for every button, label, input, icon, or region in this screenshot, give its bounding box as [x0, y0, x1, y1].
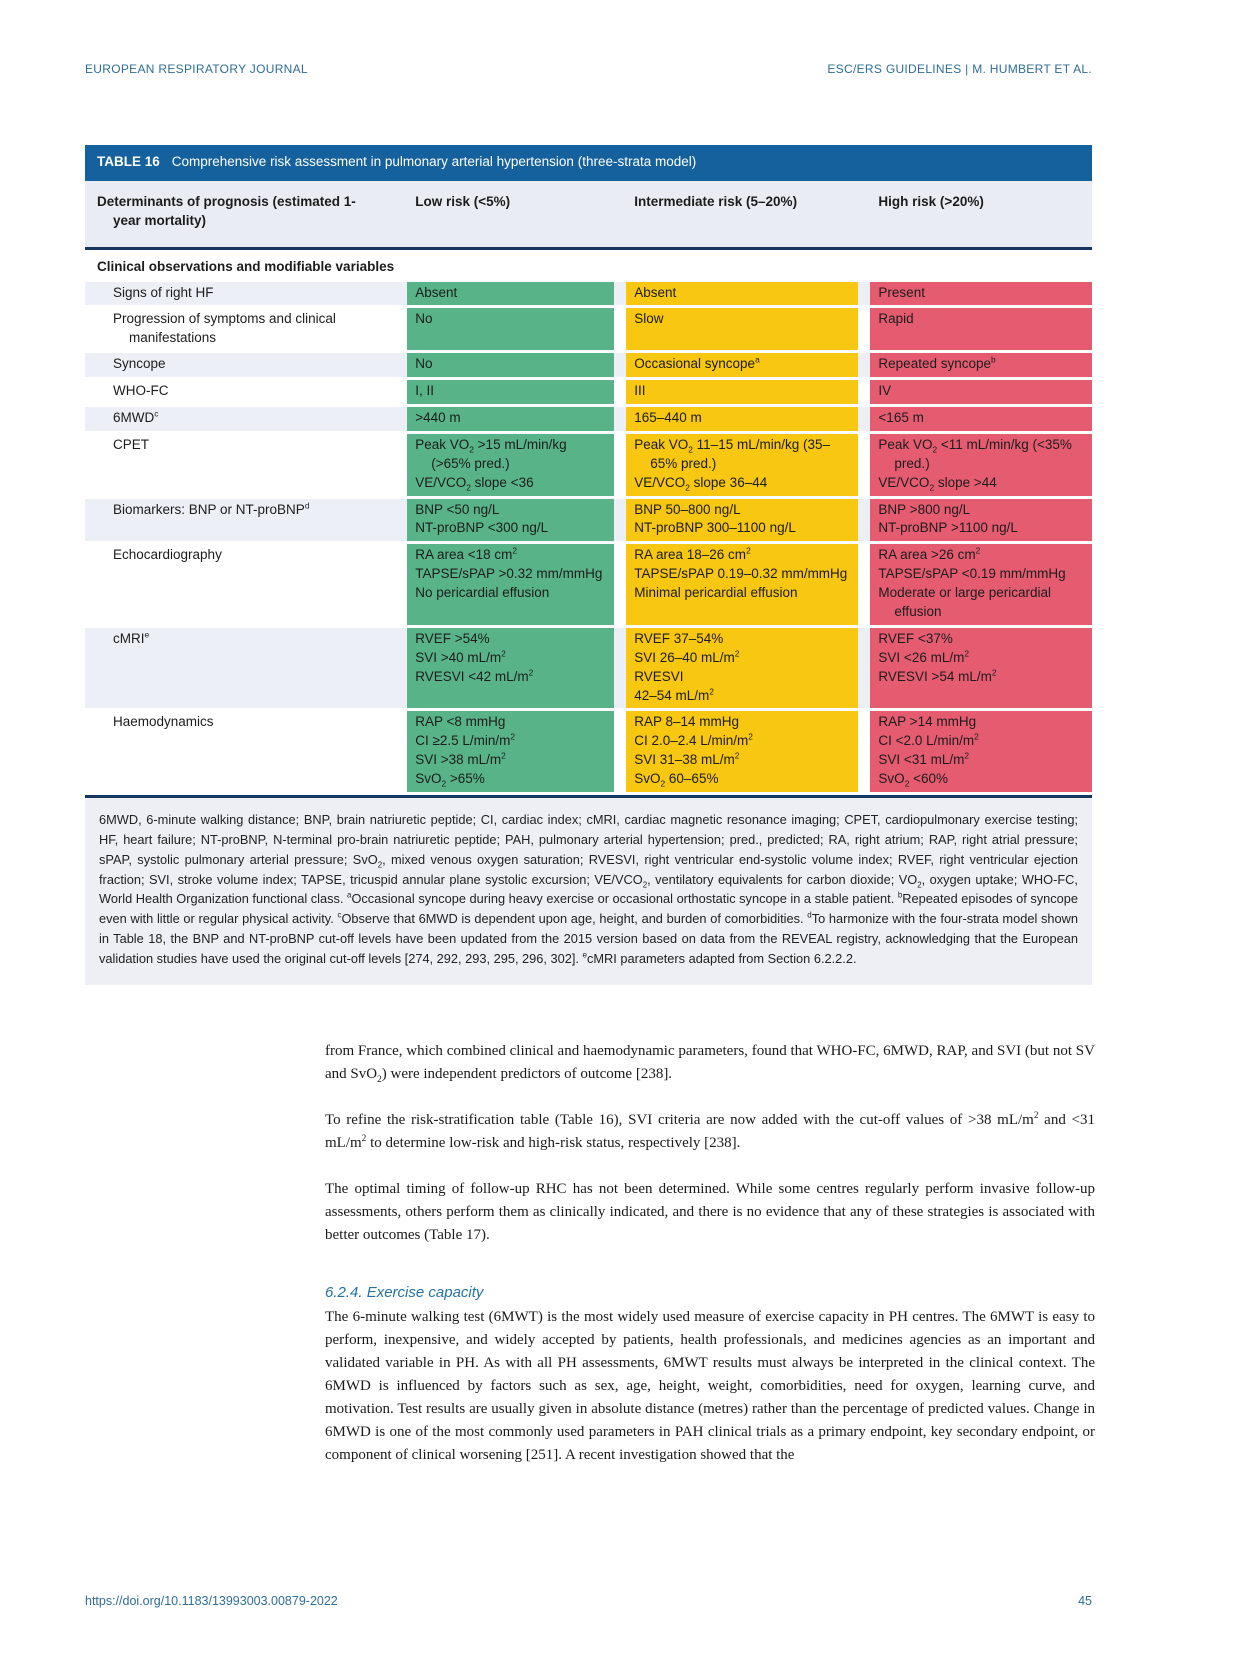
risk-cell-low: [407, 353, 613, 377]
paragraph-6mwt: The 6-minute walking test (6MWT) is the most widely used measure of exercise capacity in PH centres. The 6MWT is easy to perform, inexpensive, and widely accepted by patients, health professionals, and medicines agencies as an important and validated variable in PH. As with all PH assessments, 6MWT results must always be interpreted in the clinical context. The 6MWD is influenced by factors such as sex, age, height, weight, comorbidities, need for oxygen, learning curve, and motivation. Test results are usually given in absolute distance (metres) rather than the percentage of predicted values. Change in 6MWD is one of the most commonly used parameters in PAH clinical trials as a primary endpoint, key secondary endpoint, or component of clinical worsening [251]. A recent investigation showed that the: [325, 1309, 1095, 1463]
cell-line: Occasional syncope$^a$: [634, 354, 760, 372]
risk-cell-low: [407, 407, 613, 431]
risk-cell-intermediate: [626, 499, 858, 542]
cell-line: SvO$_2$ <60%: [878, 771, 948, 789]
risk-cell-intermediate: [626, 544, 858, 625]
page-header: [85, 62, 1092, 76]
column-header-row: [85, 181, 1092, 250]
cell-line: CI 2.0–2.4 $L/\min/m^2$: [634, 731, 753, 749]
table-row: [85, 544, 1092, 625]
risk-cell-low: [407, 380, 613, 404]
table-row: [85, 407, 1092, 431]
risk-cell-high: [870, 544, 1092, 625]
cell-line: SVI <31 $mL/m^2$: [878, 750, 969, 768]
risk-cell-high: [870, 353, 1092, 377]
page-footer: [85, 1594, 1092, 1608]
table-row: [85, 308, 1092, 350]
paragraph-follow-up-rhc: The optimal timing of follow-up RHC has not been determined. While some centres regularly perform invasive follow-up assessments, others perform them as clinically indicated, and there is no evidence that any of these strategies is associated with better outcomes (Table 17).: [325, 1181, 1095, 1243]
column-header-intermediate-risk: Intermediate risk (5–20%): [634, 193, 798, 209]
paragraph-outcome-predictors: from France, which combined clinical and haemodynamic parameters, found that WHO-FC, 6MWD, RAP, and SVI (but not SV and SvO$_2$) were independent predictors of outcome [238].: [325, 1043, 1095, 1085]
cell-line: NT-proBNP >1100 ng/L: [878, 520, 1018, 536]
table-footnote: 6MWD, 6-minute walking distance; BNP, brain natriuretic peptide; CI, cardiac index; cMRI, cardiac magnetic resonance imaging; CPET, cardiopulmonary exercise testing; HF, heart failure; NT-proBNP, N-terminal pro-brain natriuretic peptide; PAH, pulmonary arterial hypertension; pred., predicted; RA, right atrium; RAP, right atrial pressure; sPAP, systolic pulmonary arterial pressure; SvO$_2$, mixed venous oxygen saturation; RVESVI, right ventricular end-systolic volume index; RVEF, right ventricular ejection fraction; SVI, stroke volume index; TAPSE, tricuspid annular plane systolic excursion; $VE/VCO_2$, ventilatory equivalents for carbon dioxide; $VO_2$, oxygen uptake; WHO-FC, World Health Organization functional class. $^a$Occasional syncope during heavy exercise or occasional orthostatic syncope in a stable patient. $^b$Repeated episodes of syncope even with little or regular physical activity. $^c$Observe that 6MWD is dependent upon age, height, and burden of comorbidities. $^d$To harmonize with the four-strata model shown in Table 18, the BNP and NT-proBNP cut-off levels have been updated from the 2015 version based on data from the REVEAL registry, acknowledging that the European validation studies have used the original cut-off levels [274, 292, 293, 295, 296, 302]. $^e$cMRI parameters adapted from Section 6.2.2.2.: [85, 795, 1092, 985]
column-header-high-risk: High risk (>20%): [878, 193, 984, 209]
risk-cell-low: [407, 499, 613, 542]
cell-line: TAPSE/sPAP <0.19 mm/mmHg: [878, 566, 1066, 582]
table-row: [85, 380, 1092, 404]
cell-line: III: [634, 383, 646, 399]
cell-line: BNP 50–800 ng/L: [634, 501, 741, 517]
row-label: Progression of symptoms and clinical manifestations: [113, 311, 336, 346]
row-label: WHO-FC: [113, 383, 169, 399]
cell-line: SVI >38 $mL/m^2$: [415, 750, 506, 768]
column-header-determinants: Determinants of prognosis (estimated 1-year mortality): [97, 193, 356, 228]
risk-cell-intermediate: [626, 353, 858, 377]
section-heading-exercise-capacity: 6.2.4. Exercise capacity: [325, 1284, 484, 1301]
risk-table: [85, 145, 1092, 985]
table-title-text: Comprehensive risk assessment in pulmonary arterial hypertension (three-strata model): [171, 154, 697, 169]
cell-line: CI ≥2.5 $L/\min/m^2$: [415, 731, 516, 749]
risk-cell-high: [870, 308, 1092, 350]
column-header-low-risk: Low risk (<5%): [415, 193, 511, 209]
row-label: 6MWD$^c$: [113, 408, 159, 426]
cell-line: NT-proBNP <300 ng/L: [415, 520, 549, 536]
journal-name: EUROPEAN RESPIRATORY JOURNAL: [85, 62, 308, 76]
risk-cell-intermediate: [626, 711, 858, 792]
cell-line: Moderate or large pericardial effusion: [878, 585, 1052, 620]
page-number: 45: [1078, 1594, 1092, 1608]
cell-line: Rapid: [878, 311, 914, 327]
table-row: [85, 353, 1092, 377]
risk-cell-intermediate: [626, 380, 858, 404]
cell-line: Slow: [634, 311, 664, 327]
cell-line: TAPSE/sPAP >0.32 mm/mmHg: [415, 566, 603, 582]
cell-line: SVI <26 $mL/m^2$: [878, 648, 969, 665]
risk-cell-low: [407, 282, 613, 306]
cell-line: RAP 8–14 mmHg: [634, 714, 740, 730]
risk-cell-high: [870, 407, 1092, 431]
risk-cell-high: [870, 282, 1092, 306]
cell-line: No: [415, 356, 433, 372]
row-label: Echocardiography: [113, 547, 222, 563]
cell-line: RVESVI <42 $mL/m^2$: [415, 667, 534, 684]
cell-line: $VE/VCO_2$ slope 36–44: [634, 474, 768, 493]
cell-line: Repeated syncope$^b$: [878, 354, 996, 372]
risk-cell-high: [870, 711, 1092, 792]
risk-cell-high: [870, 434, 1092, 496]
cell-line: BNP >800 ng/L: [878, 501, 971, 517]
cell-line: RA area 18–26 $cm^2$: [634, 545, 751, 563]
table-section-heading: Clinical observations and modifiable variables: [97, 258, 395, 274]
table-row: [85, 282, 1092, 306]
table-title-bar: [85, 145, 1092, 181]
cell-line: No: [415, 311, 433, 327]
risk-cell-high: [870, 499, 1092, 542]
cell-line: 165–440 m: [634, 410, 702, 426]
table-row: [85, 628, 1092, 709]
cell-line: $VE/VCO_2$ slope >44: [878, 474, 997, 493]
risk-cell-low: [407, 544, 613, 625]
cell-line: NT-proBNP 300–1100 ng/L: [634, 520, 796, 536]
table-rows: [85, 282, 1092, 792]
risk-cell-low: [407, 308, 613, 350]
risk-cell-low: [407, 711, 613, 792]
guidelines-credit: ESC/ERS GUIDELINES | M. HUMBERT ET AL.: [827, 62, 1092, 76]
cell-line: RVEF <37%: [878, 630, 953, 646]
cell-line: SvO$_2$ 60–65%: [634, 771, 719, 789]
table-number-label: TABLE 16: [97, 154, 160, 169]
cell-line: RA area <18 $cm^2$: [415, 545, 518, 563]
cell-line: RAP >14 mmHg: [878, 714, 977, 730]
cell-line: SVI 26–40 $mL/m^2$: [634, 648, 740, 665]
risk-cell-high: [870, 628, 1092, 709]
risk-cell-intermediate: [626, 308, 858, 350]
cell-line: SvO$_2$ >65%: [415, 771, 485, 789]
risk-cell-intermediate: [626, 434, 858, 496]
row-label: Haemodynamics: [113, 714, 214, 730]
cell-line: RVESVI >54 $mL/m^2$: [878, 667, 997, 684]
cell-line: SVI 31–38 $mL/m^2$: [634, 750, 740, 768]
risk-cell-low: [407, 434, 613, 496]
row-label: Biomarkers: BNP or NT-proBNP$^d$: [113, 500, 310, 517]
cell-line: SVI >40 $mL/m^2$: [415, 648, 506, 665]
cell-line: Peak $VO_2 <11$ mL/min/kg (<35% pred.): [878, 436, 1072, 471]
cell-line: RAP <8 mmHg: [415, 714, 506, 730]
doi-link[interactable]: https://doi.org/10.1183/13993003.00879-2022: [85, 1594, 338, 1608]
cell-line: RVEF 37–54%: [634, 630, 724, 646]
risk-cell-high: [870, 380, 1092, 404]
risk-cell-intermediate: [626, 628, 858, 709]
cell-line: Absent: [415, 284, 458, 300]
article-body: [325, 1040, 1095, 1467]
cell-line: BNP <50 ng/L: [415, 501, 500, 517]
table-row: [85, 434, 1092, 496]
risk-cell-intermediate: [626, 407, 858, 431]
cell-line: CI <2.0 $L/\min/m^2$: [878, 731, 979, 749]
cell-line: Absent: [634, 284, 677, 300]
cell-line: >440 m: [415, 410, 461, 426]
paragraph-svi-criteria: To refine the risk-stratification table (Table 16), SVI criteria are now added with the cut-off values of >38 $mL/m^2$ and <31 $mL/m^2$ to determine low-risk and high-risk status, respectively [238].: [325, 1111, 1095, 1151]
cell-line: I, II: [415, 383, 434, 399]
row-label: CPET: [113, 436, 150, 452]
row-label: Signs of right HF: [113, 284, 214, 300]
cell-line: $VE/VCO_2$ slope <36: [415, 474, 534, 493]
cell-line: No pericardial effusion: [415, 585, 550, 601]
table-row: [85, 499, 1092, 542]
cell-line: TAPSE/sPAP 0.19–0.32 mm/mmHg: [634, 566, 848, 582]
cell-line: RA area >26 $cm^2$: [878, 545, 981, 563]
row-label: cMRI$^e$: [113, 629, 150, 646]
cell-line: Peak $VO_2 >15$ mL/min/kg (>65% pred.): [415, 436, 567, 471]
row-label: Syncope: [113, 356, 166, 372]
risk-cell-low: [407, 628, 613, 709]
risk-cell-intermediate: [626, 282, 858, 306]
cell-line: Peak $VO_2$ 11–15 mL/min/kg (35–65% pred.): [634, 436, 830, 471]
cell-line: IV: [878, 383, 892, 399]
cell-line: RVESVI: [634, 668, 684, 684]
table-row: [85, 711, 1092, 792]
cell-line: Minimal pericardial effusion: [634, 585, 798, 601]
cell-line: <165 m: [878, 410, 924, 426]
cell-line: Present: [878, 284, 925, 300]
cell-line: RVEF >54%: [415, 630, 490, 646]
cell-line: 42–54 $mL/m^2$: [634, 686, 714, 703]
